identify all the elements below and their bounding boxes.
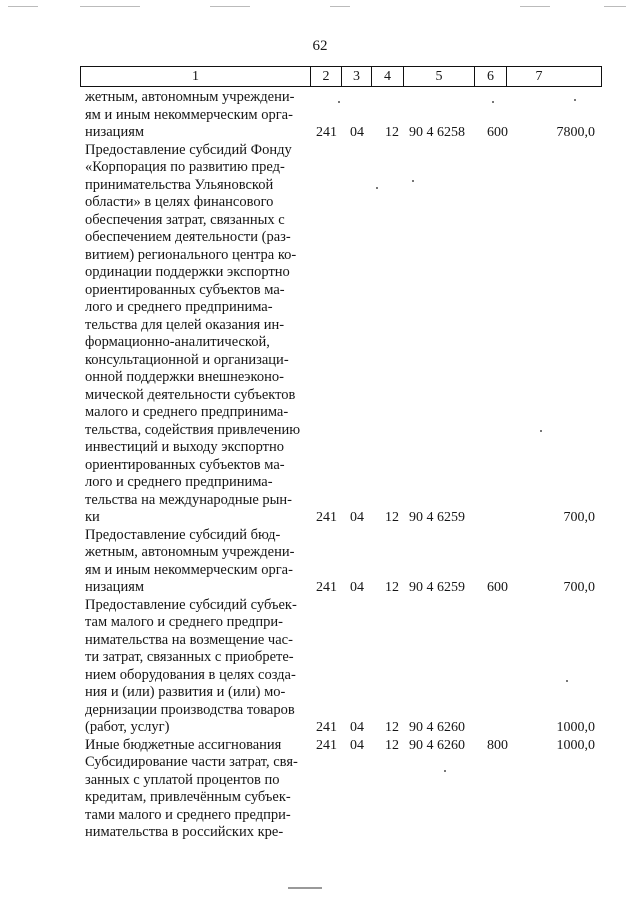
row-codes — [309, 89, 595, 142]
code-section: 04 — [350, 510, 364, 525]
row-description: Иные бюджетные ассигнования — [85, 736, 282, 753]
row-codes — [309, 597, 595, 737]
scan-speck — [376, 187, 378, 189]
code-section: 04 — [350, 125, 364, 140]
row-description: Субсидирование части затрат, свя- занных с уплатой процентов по кредитам, привлечённым субъек- тами малого и среднего предпри- нимательства в российских кре- — [85, 754, 298, 840]
scan-speck — [574, 99, 576, 101]
code-target: 90 4 6258 — [409, 125, 465, 140]
scan-mark — [288, 887, 322, 889]
scan-speck — [492, 101, 494, 103]
header-col-5: 5 — [403, 67, 474, 86]
row-description: Предоставление субсидий бюд- жетным, автономным учреждени- ям и иным некоммерческим орга- низациям — [85, 526, 295, 595]
code-target: 90 4 6260 — [409, 720, 465, 735]
table-row — [85, 737, 605, 755]
code-target: 90 4 6259 — [409, 580, 465, 595]
row-codes — [309, 142, 595, 527]
table-row — [85, 142, 605, 527]
table-row — [85, 89, 605, 142]
scan-speck — [338, 101, 340, 103]
code-subsection: 12 — [385, 510, 399, 525]
amount: 1000,0 — [556, 737, 595, 753]
scan-speck — [412, 180, 414, 182]
code-target: 90 4 6259 — [409, 510, 465, 525]
table-header — [80, 66, 602, 87]
amount: 700,0 — [563, 510, 595, 525]
code-ministry: 241 — [316, 510, 337, 525]
code-target: 90 4 6260 — [409, 737, 465, 753]
code-subsection: 12 — [385, 580, 399, 595]
table-row — [85, 597, 605, 737]
code-expense-type: 800 — [487, 737, 508, 753]
row-codes — [309, 527, 595, 597]
scan-speck — [540, 430, 542, 432]
code-subsection: 12 — [385, 720, 399, 735]
amount: 700,0 — [563, 580, 595, 595]
header-col-7: 7 — [506, 67, 571, 86]
code-section: 04 — [350, 720, 364, 735]
code-ministry: 241 — [316, 720, 337, 735]
code-section: 04 — [350, 580, 364, 595]
row-description: Предоставление субсидий субъек- там малого и среднего предпри- нимательства на возмещение час- ти затрат, связанных с приобрете- нием оборудования в целях созда- ния и (или) развития и (или) мо- дернизации производства товаров (работ, услуг) — [85, 596, 297, 735]
header-col-4: 4 — [371, 67, 403, 86]
code-subsection: 12 — [385, 737, 399, 753]
scan-speck — [566, 680, 568, 682]
table-body — [85, 89, 605, 842]
table-row — [85, 754, 605, 842]
code-ministry: 241 — [316, 125, 337, 140]
code-section: 04 — [350, 737, 364, 753]
scan-speck — [444, 770, 446, 772]
header-col-3: 3 — [341, 67, 371, 86]
header-col-2: 2 — [310, 67, 341, 86]
amount: 1000,0 — [556, 720, 595, 735]
row-codes — [309, 737, 595, 755]
code-expense-type: 600 — [487, 580, 508, 595]
header-col-1: 1 — [192, 69, 199, 84]
row-description: жетным, автономным учреждени- ям и иным некоммерческим орга- низациям — [85, 89, 295, 140]
code-expense-type: 600 — [487, 125, 508, 140]
header-col-6: 6 — [474, 67, 506, 86]
amount: 7800,0 — [556, 125, 595, 140]
row-description: Предоставление субсидий Фонду «Корпорация по развитию пред- принимательства Ульяновской области» в целях финансового обеспечения затрат, связанных с обеспечением деятельности (раз- витием) регионального центра ко- ординации поддержки экспортно ориентированных субъектов ма- лого и среднего предпринима- тельства для целей оказания ин- формационно-аналитической, консультационной и организаци- онной поддержки внешнеэконо- мической деятельности субъектов малого и среднего предпринима- тельства, содействия привлечению инвестиций и выходу экспортно ориентированных субъектов ма- лого и среднего предпринима- тельства на международные рын- ки — [85, 141, 301, 525]
code-ministry: 241 — [316, 737, 337, 753]
row-codes — [309, 754, 595, 842]
page-number: 62 — [312, 38, 328, 54]
code-ministry: 241 — [316, 580, 337, 595]
code-subsection: 12 — [385, 125, 399, 140]
table-row — [85, 527, 605, 597]
